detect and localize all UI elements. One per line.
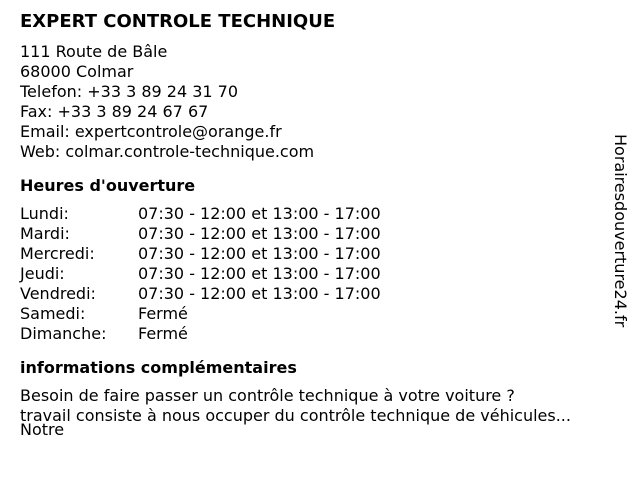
hours-time: Fermé (138, 324, 188, 343)
hours-row-saturday (20, 304, 610, 324)
hours-list (20, 204, 610, 344)
info-text (20, 386, 610, 439)
hours-time: 07:30 - 12:00 et 13:00 - 17:00 (138, 284, 381, 303)
hours-time: 07:30 - 12:00 et 13:00 - 17:00 (138, 244, 381, 263)
address-line-1: 111 Route de Bâle (20, 42, 168, 61)
address-line-2: 68000 Colmar (20, 62, 134, 81)
hours-row-monday (20, 204, 610, 224)
hours-time: Fermé (138, 304, 188, 323)
hours-heading: Heures d'ouverture (20, 176, 196, 195)
info-line-1: Besoin de faire passer un contrôle technique à votre voiture ? (20, 386, 515, 405)
hours-time: 07:30 - 12:00 et 13:00 - 17:00 (138, 264, 381, 283)
fax-line: Fax: +33 3 89 24 67 67 (20, 102, 209, 121)
hours-day: Mardi: (20, 224, 70, 243)
business-card (20, 10, 610, 439)
hours-row-tuesday (20, 224, 610, 244)
hours-day: Samedi: (20, 304, 86, 323)
hours-day: Jeudi: (20, 264, 65, 283)
business-name: EXPERT CONTROLE TECHNIQUE (20, 11, 336, 32)
hours-time: 07:30 - 12:00 et 13:00 - 17:00 (138, 224, 381, 243)
info-heading: informations complémentaires (20, 358, 297, 377)
hours-row-thursday (20, 264, 610, 284)
hours-day: Mercredi: (20, 244, 95, 263)
hours-row-wednesday (20, 244, 610, 264)
hours-day: Dimanche: (20, 324, 107, 343)
phone-line: Telefon: +33 3 89 24 31 70 (20, 82, 239, 101)
watermark-text: Horairesdouverture24.fr (611, 134, 630, 328)
hours-row-sunday (20, 324, 610, 344)
email-line: Email: expertcontrole@orange.fr (20, 122, 282, 141)
hours-day: Lundi: (20, 204, 69, 223)
hours-day: Vendredi: (20, 284, 96, 303)
info-line-3: Notre (20, 420, 65, 439)
web-line: Web: colmar.controle-technique.com (20, 142, 315, 161)
info-line-2: travail consiste à nous occuper du contrôle technique de véhicules... (20, 406, 571, 425)
hours-time: 07:30 - 12:00 et 13:00 - 17:00 (138, 204, 381, 223)
hours-row-friday (20, 284, 610, 304)
